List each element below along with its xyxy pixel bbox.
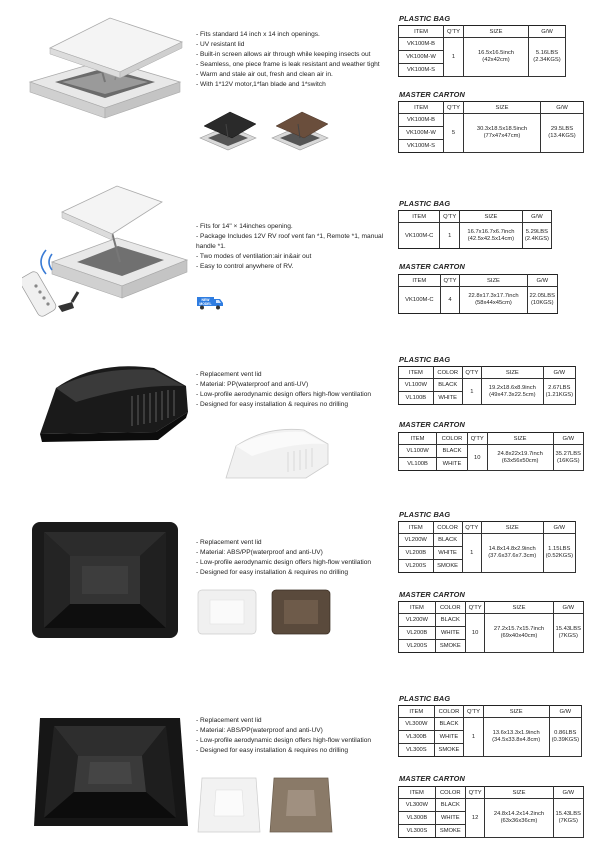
col-item: ITEM [399,26,444,38]
size-cell: 16.7x16.7x6.7inch (42.5x42.5x14cm) [460,223,523,249]
plastic-bag-title: PLASTIC BAG [399,14,451,23]
master-carton-table [398,432,584,471]
badge-line-2: MODEL [199,302,212,306]
master-carton-table [398,786,584,838]
gw-cell: 5.29LBS (2.4KGS) [522,223,551,249]
product-4-features [196,538,394,578]
feature-line: - Designed for easy installation & requires no drilling [196,747,349,754]
item-cell: VL200B [399,547,434,560]
feature-line: - With 1*12V motor,1*fan blade and 1*switch [196,81,326,88]
col-gw: G/W [543,367,575,379]
col-gw: G/W [553,787,583,799]
col-item: ITEM [399,275,441,287]
item-cell: VL200W [399,534,434,547]
roof-vent-fan-image [20,10,190,120]
col-color: COLOR [433,522,462,534]
feature-line: - Material: PP(waterproof and anti-UV) [196,381,309,388]
feature-line: - Replacement vent lid [196,717,262,724]
col-gw: G/W [543,522,575,534]
size-cell: 19.2x18.6x8.9inch (49x47.3x22.5cm) [482,379,544,405]
plastic-bag-title: PLASTIC BAG [399,694,451,703]
col-item: ITEM [399,211,440,223]
item-cell: VL300S [399,825,436,838]
feature-line: - Designed for easy installation & requires no drilling [196,569,349,576]
col-item: ITEM [399,706,435,718]
master-carton-title: MASTER CARTON [399,262,465,271]
item-cell: VL100B [399,458,437,471]
item-cell: VK100M-C [399,223,440,249]
item-cell: VL300B [399,731,435,744]
col-size: SIZE [485,602,553,614]
color-cell: WHITE [434,731,464,744]
item-cell: VK100M-B [399,114,444,127]
color-cell: BLACK [433,379,462,392]
plastic-bag-table [398,210,552,249]
qty-cell: 1 [462,534,481,573]
col-qty: Q'TY [465,602,485,614]
table-header-row [399,211,552,223]
table-row [399,614,584,627]
item-cell: VL200B [399,627,436,640]
size-cell: 27.2x15.7x15.7inch (69x40x40cm) [485,614,553,653]
col-item: ITEM [399,602,436,614]
qty-cell: 4 [440,287,460,314]
plastic-bag-table [398,521,576,573]
item-cell: VK100M-W [399,51,444,64]
table-header-row [399,275,558,287]
table-header-row [399,433,584,445]
item-cell: VK100M-B [399,38,444,51]
gw-cell: 2.67LBS (1.21KGS) [543,379,575,405]
color-cell: SMOKE [435,825,465,838]
color-cell: SMOKE [435,640,465,653]
col-color: COLOR [434,706,464,718]
plastic-bag-table [398,25,566,77]
col-size: SIZE [482,367,544,379]
color-cell: BLACK [435,614,465,627]
col-qty: Q'TY [444,26,464,38]
color-cell: WHITE [433,392,462,405]
feature-line: - Replacement vent lid [196,371,262,378]
size-cell: 16.5x16.5inch (42x42cm) [464,38,529,77]
table-row [399,38,566,51]
qty-cell: 10 [465,614,485,653]
table-header-row [399,367,576,379]
item-cell: VL100W [399,379,434,392]
feature-line: - Fits for 14" × 14inches opening. [196,223,293,230]
color-cell: SMOKE [434,744,464,757]
size-cell: 14.8x14.8x2.9inch (37.6x37.6x7.3cm) [481,534,543,573]
item-cell: VK100M-W [399,127,444,140]
feature-line: - Low-profile aerodynamic design offers high-flow ventilation [196,559,372,566]
item-cell: VL200W [399,614,436,627]
table-header-row [399,602,584,614]
col-size: SIZE [464,102,541,114]
col-qty: Q'TY [467,433,487,445]
item-cell: VL200S [399,640,436,653]
col-qty: Q'TY [462,522,481,534]
col-item: ITEM [399,522,434,534]
feature-line: - Low-profile aerodynamic design offers high-flow ventilation [196,737,372,744]
white-square-lid-variant-image [196,588,258,636]
master-carton-title: MASTER CARTON [399,590,465,599]
square-black-vent-lid-image [30,520,180,640]
col-gw: G/W [522,211,551,223]
col-size: SIZE [483,706,549,718]
table-row [399,379,576,392]
table-row [399,287,558,314]
size-cell: 22.8x17.3x17.7inch (58x44x45cm) [460,287,527,314]
feature-line: - Fits standard 14 inch x 14 inch openings. [196,31,320,38]
table-row [399,445,584,458]
col-item: ITEM [399,433,437,445]
item-cell: VL100B [399,392,434,405]
color-cell: WHITE [433,547,462,560]
col-gw: G/W [529,26,566,38]
feature-line: - Material: ABS/PP(waterproof and anti-UV) [196,727,323,734]
col-size: SIZE [481,522,543,534]
col-gw: G/W [553,433,583,445]
gw-cell: 5.16LBS (2.34KGS) [529,38,566,77]
feature-line: - Easy to control anywhere of RV. [196,263,294,270]
col-qty: Q'TY [444,102,464,114]
feature-line: - Two modes of ventilation:air in&air out [196,253,312,260]
feature-line: - Package Includes 12V RV roof vent fan *1, Remote *1, manual [196,233,384,240]
master-carton-table [398,601,584,653]
truck-icon [196,295,224,311]
smoke-vent-variant-image [268,108,332,156]
gw-cell: 15.43LBS (7KGS) [553,799,583,838]
angled-black-vent-lid-image [30,700,190,832]
col-qty: Q'TY [464,706,483,718]
smoke-square-lid-variant-image [270,588,332,636]
table-header-row [399,26,566,38]
col-item: ITEM [399,787,436,799]
table-header-row [399,787,584,799]
master-carton-table [398,274,558,314]
gw-cell: 22.05LBS (10KGS) [527,287,557,314]
col-size: SIZE [487,433,553,445]
table-row [399,534,576,547]
color-cell: BLACK [433,534,462,547]
table-header-row [399,102,584,114]
gw-cell: 29.5LBS (13.4KGS) [541,114,584,153]
size-cell: 30.3x18.5x18.5inch (77x47x47cm) [464,114,541,153]
plastic-bag-table [398,366,576,405]
feature-line: - Material: ABS/PP(waterproof and anti-UV) [196,549,323,556]
master-carton-table [398,101,584,153]
qty-cell: 1 [464,718,483,757]
item-cell: VL300S [399,744,435,757]
master-carton-title: MASTER CARTON [399,774,465,783]
white-angled-lid-variant-image [196,772,262,838]
qty-cell: 5 [444,114,464,153]
item-cell: VL300W [399,799,436,812]
plastic-bag-title: PLASTIC BAG [399,355,451,364]
product-3-features [196,370,394,410]
col-gw: G/W [527,275,557,287]
item-cell: VL100W [399,445,437,458]
col-item: ITEM [399,102,444,114]
item-cell: VK100M-S [399,64,444,77]
gw-cell: 35.27LBS (16KGS) [553,445,583,471]
plastic-bag-table [398,705,582,757]
table-row [399,223,552,249]
feature-line: - Designed for easy installation & requires no drilling [196,401,349,408]
qty-cell: 12 [465,799,485,838]
col-gw: G/W [541,102,584,114]
item-cell: VL200S [399,560,434,573]
item-cell: VK100M-S [399,140,444,153]
col-gw: G/W [549,706,581,718]
col-color: COLOR [435,602,465,614]
table-row [399,114,584,127]
gw-cell: 1.15LBS (0.52KGS) [543,534,575,573]
master-carton-title: MASTER CARTON [399,420,465,429]
feature-line: - Built-in screen allows air through while keeping insects out [196,51,371,58]
gw-cell: 15.43LBS (7KGS) [553,614,583,653]
col-color: COLOR [435,787,465,799]
qty-cell: 1 [462,379,481,405]
col-size: SIZE [460,275,527,287]
col-color: COLOR [433,367,462,379]
badge-line-1: NEW [201,298,210,302]
feature-line: handle *1. [196,243,226,250]
size-cell: 13.6x13.3x1.9inch (34.5x33.8x4.8cm) [483,718,549,757]
col-size: SIZE [464,26,529,38]
qty-cell: 1 [444,38,464,77]
black-vent-cover-image [36,352,194,448]
table-header-row [399,706,582,718]
product-5-features [196,716,394,756]
size-cell: 24.8x14.2x14.2inch (63x36x36cm) [485,799,553,838]
item-cell: VK100M-C [399,287,441,314]
color-cell: BLACK [435,799,465,812]
color-cell: BLACK [434,718,464,731]
table-row [399,799,584,812]
black-vent-variant-image [196,108,260,156]
color-cell: WHITE [435,627,465,640]
col-qty: Q'TY [465,787,485,799]
item-cell: VL300W [399,718,435,731]
size-cell: 24.8x22x19.7inch (63x56x50cm) [487,445,553,471]
plastic-bag-title: PLASTIC BAG [399,510,451,519]
table-row [399,718,582,731]
col-qty: Q'TY [440,275,460,287]
feature-line: - Warm and stale air out, fresh and clean air in. [196,71,333,78]
white-vent-cover-image [222,420,332,488]
col-qty: Q'TY [440,211,460,223]
color-cell: WHITE [435,812,465,825]
gw-cell: 0.86LBS (0.39KGS) [549,718,581,757]
color-cell: SMOKE [433,560,462,573]
feature-line: - Low-profile aerodynamic design offers high-flow ventilation [196,391,372,398]
smoke-angled-lid-variant-image [268,772,334,838]
item-cell: VL300B [399,812,436,825]
feature-line: - UV resistant lid [196,41,245,48]
color-cell: WHITE [437,458,468,471]
qty-cell: 1 [440,223,460,249]
col-color: COLOR [437,433,468,445]
product-1-features [196,30,394,90]
color-cell: BLACK [437,445,468,458]
col-size: SIZE [460,211,523,223]
col-gw: G/W [553,602,583,614]
feature-line: - Seamless, one piece frame is leak resistant and weather tight [196,61,380,68]
master-carton-title: MASTER CARTON [399,90,465,99]
plastic-bag-title: PLASTIC BAG [399,199,451,208]
col-qty: Q'TY [462,367,481,379]
col-item: ITEM [399,367,434,379]
feature-line: - Replacement vent lid [196,539,262,546]
table-header-row [399,522,576,534]
qty-cell: 10 [467,445,487,471]
col-size: SIZE [485,787,553,799]
product-2-features [196,222,394,272]
remote-vent-fan-image [22,182,192,322]
